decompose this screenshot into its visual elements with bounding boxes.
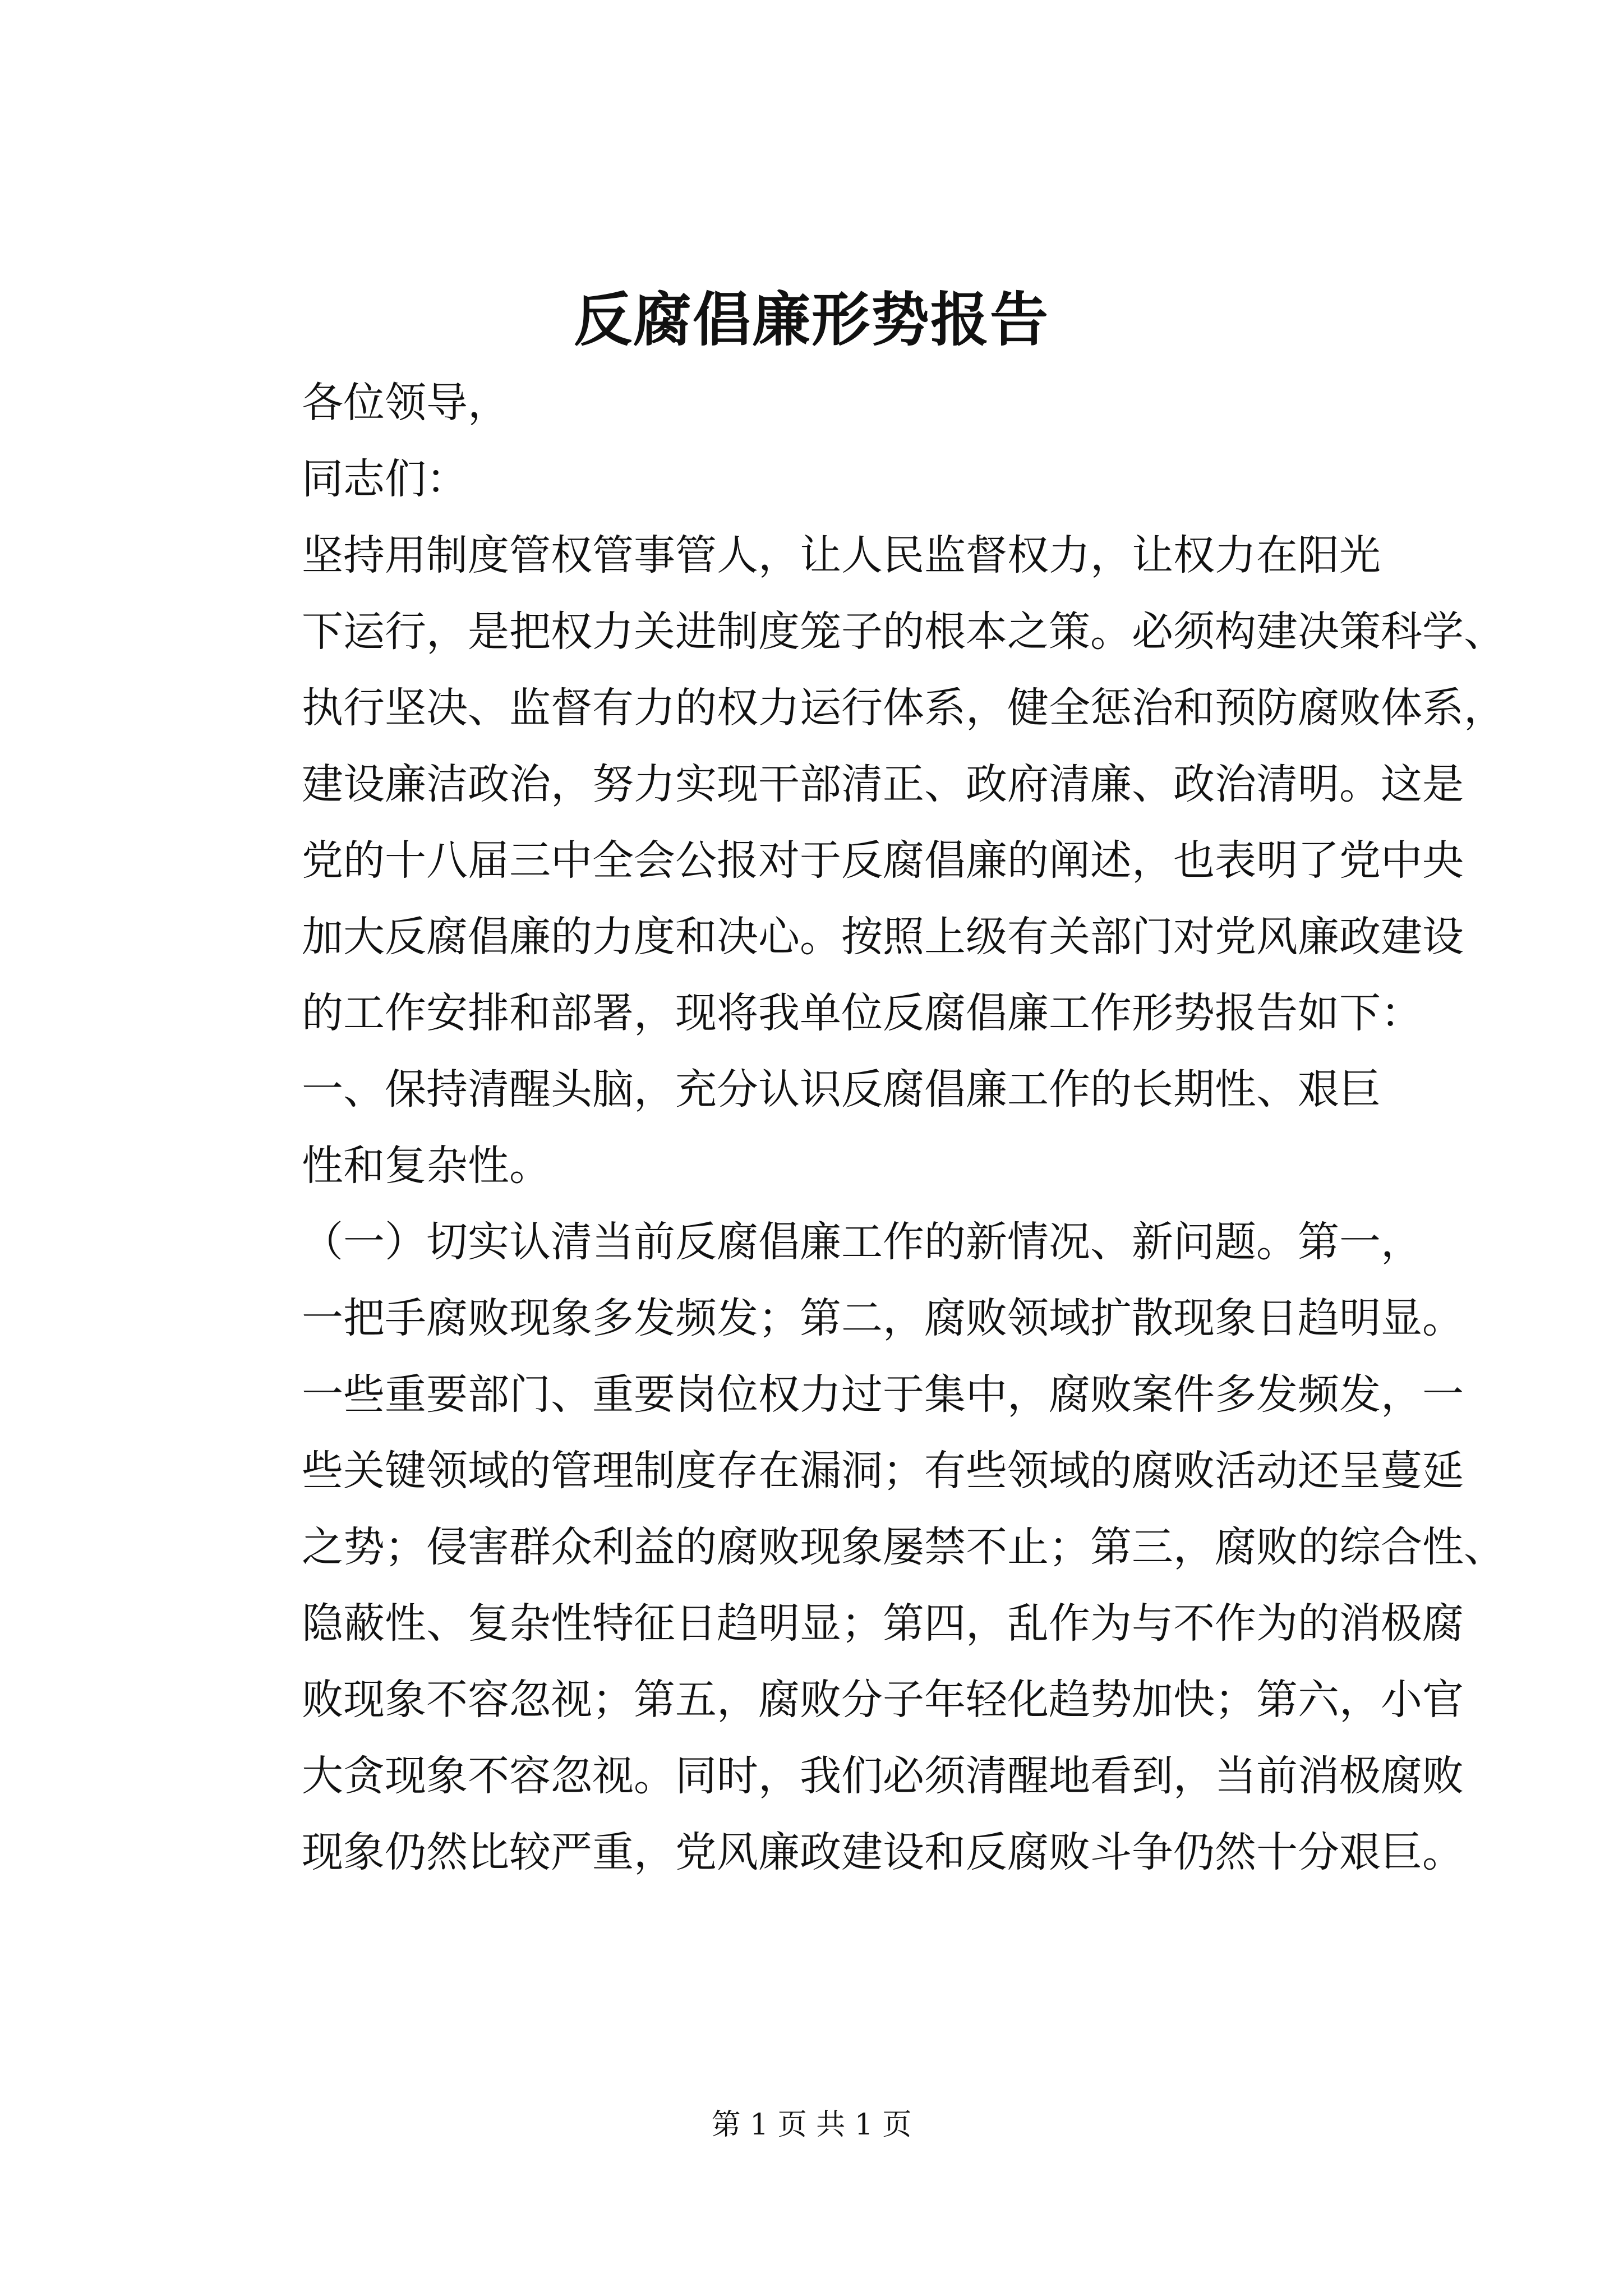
paragraph-2-line-2: 性和复杂性。	[302, 1142, 551, 1190]
greeting-line-1: 各位领导，	[302, 379, 509, 427]
paragraph-3-line-1: （一）切实认清当前反腐倡廉工作的新情况、新问题。第一，	[302, 1218, 1422, 1266]
paragraph-3-line-7: 败现象不容忽视；第五，腐败分子年轻化趋势加快；第六，小官	[302, 1676, 1464, 1724]
paragraph-3-line-2: 一把手腐败现象多发频发；第二，腐败领域扩散现象日趋明显。	[302, 1294, 1464, 1342]
paragraph-1-line-2: 下运行，是把权力关进制度笼子的根本之策。必须构建决策科学、	[302, 608, 1505, 656]
paragraph-3-line-5: 之势；侵害群众利益的腐败现象屡禁不止；第三，腐败的综合性、	[302, 1523, 1505, 1571]
paragraph-1-line-1: 坚持用制度管权管事管人，让人民监督权力，让权力在阳光	[302, 531, 1381, 579]
paragraph-1	[218, 517, 1505, 1051]
paragraph-1-line-4: 建设廉洁政治，努力实现干部清正、政府清廉、政治清明。这是	[302, 760, 1464, 808]
paragraph-3-line-4: 些关键领域的管理制度存在漏洞；有些领域的腐败活动还呈蔓延	[302, 1447, 1464, 1495]
paragraph-1-line-5: 党的十八届三中全会公报对于反腐倡廉的阐述，也表明了党中央	[302, 836, 1464, 885]
page-title: 反腐倡廉形势报告	[573, 285, 1049, 354]
paragraph-3-line-9: 现象仍然比较严重，党风廉政建设和反腐败斗争仍然十分艰巨。	[302, 1828, 1464, 1876]
paragraph-2-line-1: 一、保持清醒头脑，充分认识反腐倡廉工作的长期性、艰巨	[302, 1065, 1381, 1114]
paragraph-1-line-7: 的工作安排和部署，现将我单位反腐倡廉工作形势报告如下：	[302, 989, 1422, 1037]
paragraph-3-line-6: 隐蔽性、复杂性特征日趋明显；第四，乱作为与不作为的消极腐	[302, 1599, 1464, 1648]
greeting-line-2: 同志们：	[302, 455, 468, 503]
document-body	[218, 365, 1505, 1890]
paragraph-2	[218, 1051, 1407, 1204]
paragraph-3-line-3: 一些重要部门、重要岗位权力过于集中，腐败案件多发频发，一	[302, 1370, 1464, 1419]
paragraph-3-line-8: 大贪现象不容忽视。同时，我们必须清醒地看到，当前消极腐败	[302, 1752, 1464, 1800]
paragraph-1-line-3: 执行坚决、监督有力的权力运行体系，健全惩治和预防腐败体系，	[302, 684, 1505, 732]
paragraph-3	[218, 1204, 1505, 1890]
page-number-footer: 第 1 页 共 1 页	[711, 2108, 912, 2142]
paragraph-1-line-6: 加大反腐倡廉的力度和决心。按照上级有关部门对党风廉政建设	[302, 913, 1464, 961]
